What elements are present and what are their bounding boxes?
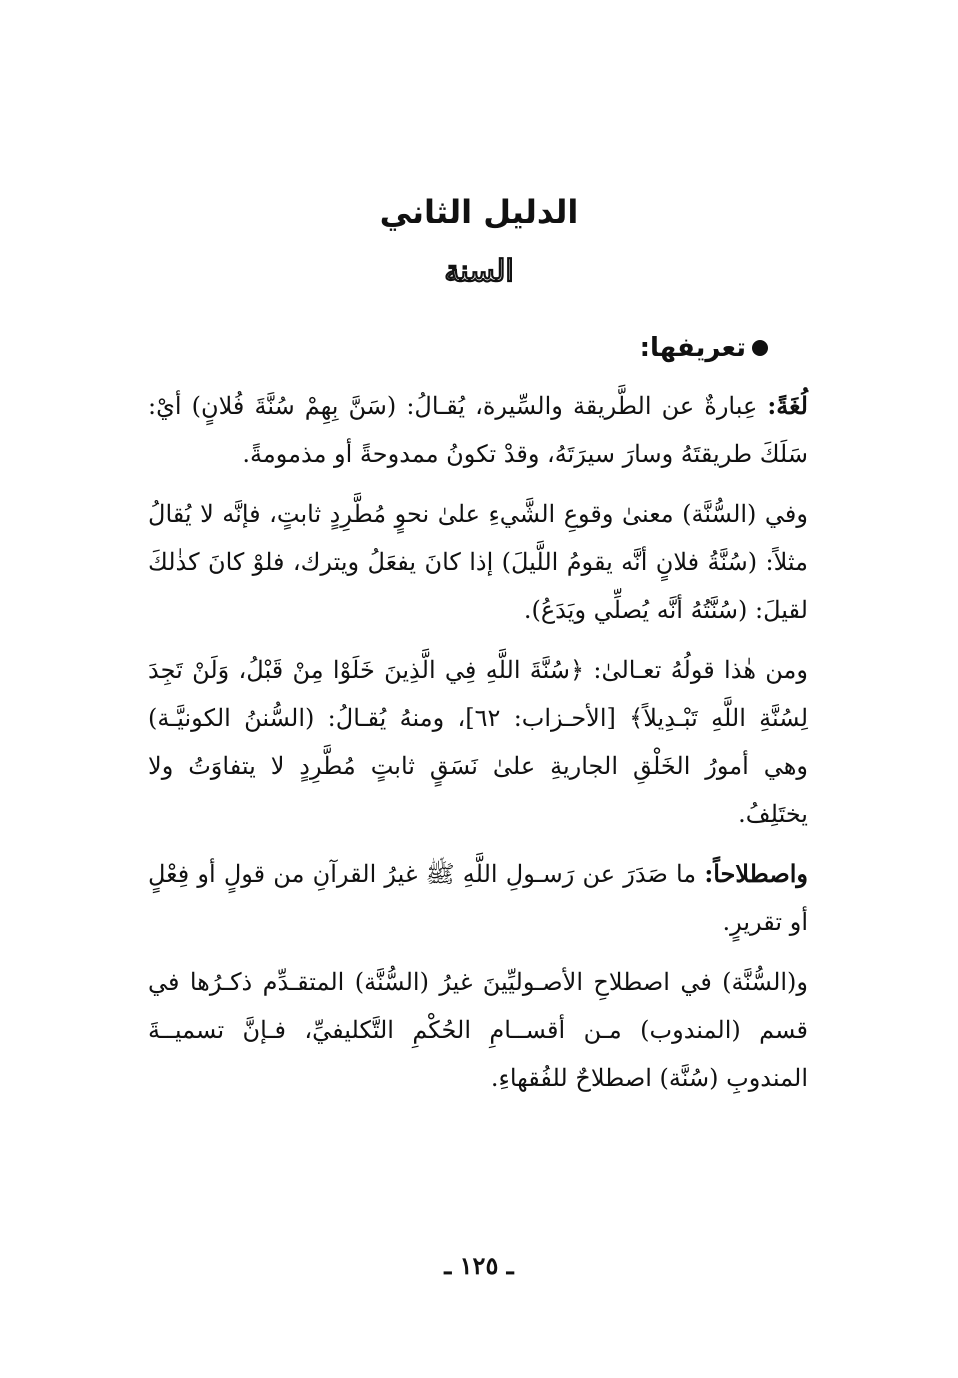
paragraph [148,958,808,1102]
page-number: ـ ١٢٥ ـ [444,1251,514,1280]
paragraph-text: و(السُّنَّة) في اصطلاحِ الأصـوليِّينَ غيرُ (السُّنَّة) المتقـدِّم ذكـرُها في قسم (المندوب) مـن أقســامِ الحُكْمِ التَّكليفيِّ، فـإنَّ تسميــةَ المندوبِ (سُنَّة) اصطلاحٌ للفُقهاءِ. [148,968,808,1092]
paragraph-lead: واصطلاحاً: [704,859,808,888]
chapter-title: الدليل الثاني [379,193,579,231]
paragraph [148,382,808,478]
bullet-icon [752,340,768,356]
section-heading [640,328,768,368]
paragraph [148,850,808,946]
paragraph-text: ما صَدَرَ عن رَسـولِ اللَّهِ ﷺ غيرُ القرآنِ من قولٍ أو فِعْلٍ أو تقريرٍ. [148,860,808,936]
section-heading-text: تعريفها: [639,333,746,363]
chapter-subtitle: السنة [444,254,514,289]
paragraph [148,646,808,838]
body-text [148,382,808,1114]
paragraph-text: وفي (السُّنَّة) معنىٰ وقوعِ الشَّيءِ علىٰ نحوٍ مُطَّرِدٍ ثابتٍ، فإنَّه لا يُقالُ مثلاً: (سُنَّةُ فلانٍ أنَّه يقومُ اللَّيلَ) إذا كانَ يفعَلُ ويترك، فلوْ كانَ كذٰلكَ لقيلَ: (سُنَّتُهُ أنَّه يُصلِّي ويَدَعُ). [148,500,808,624]
paragraph-text: ومن هٰذا قولُهُ تعـالىٰ: ﴿سُنَّةَ اللَّهِ فِي الَّذِينَ خَلَوْا مِنْ قَبْلُ، وَلَنْ تَجِدَ لِسُنَّةِ اللَّهِ تَبْـدِيلاً﴾ [الأحـزاب: ٦٢]، ومنهُ يُقـالُ: (السُّننُ الكونيَّـة) وهي أمورُ الخَلْقِ الجاريةِ علىٰ نَسَقٍ ثابتٍ مُطَّرِدٍ لا يتفاوَتُ ولا يختَلِفُ. [148,656,808,828]
paragraph-lead: لُغَةً: [767,391,808,420]
paragraph-text: عِبارةٌ عن الطَّريقة والسِّيرة، يُقـالُ: (سَنَّ بِهِمْ سُنَّةَ فُلانٍ) أيْ: سَلَكَ طريقتَهُ وسارَ سيرَتَهُ، وقدْ تكونُ ممدوحةً أو مذمومةً. [148,392,808,468]
paragraph [148,490,808,634]
